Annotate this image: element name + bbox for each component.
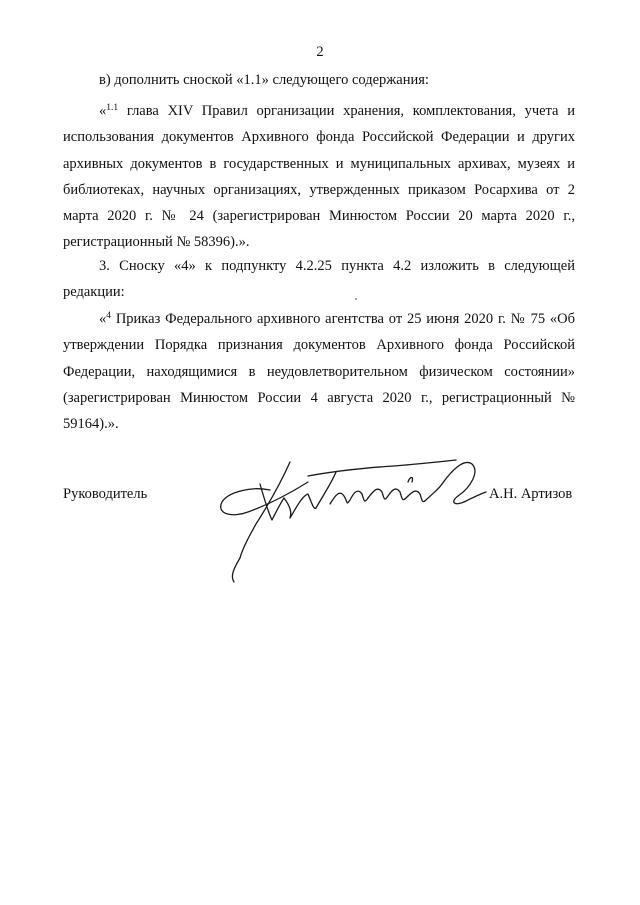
page-number: 2 bbox=[316, 44, 324, 60]
footnote-text: Приказ Федерального архивного агентства от 25 июня 2020 г. № 75 «Об утверждении Порядка признания документов Архивного фонда Российской Федерации, находящимися в неудовлетворительном физическом состоянии» (зарегистрирован Минюстом России 4 августа 2020 г., регистрационный № 59164).». bbox=[63, 311, 575, 433]
footnote-text: глава XIV Правил организации хранения, комплектования, учета и использования документов Архивного фонда Российской Федерации и других архивных документов в государственных и муниципальных архивах, музеях и библиотеках, научных организациях, утвержденных приказом Росархива от 2 марта 2020 г. № 24 (зарегистрирован Минюстом России 20 марта 2020 г., регистрационный № 58396).». bbox=[63, 103, 575, 251]
footnote-1-1-paragraph bbox=[63, 98, 575, 256]
open-quote: « bbox=[99, 103, 107, 119]
open-quote: « bbox=[99, 311, 107, 327]
item-b-intro: в) дополнить сноской «1.1» следующего содержания: bbox=[99, 72, 429, 88]
footnote-marker: 1.1 bbox=[106, 103, 119, 113]
scan-speck bbox=[355, 298, 357, 300]
footnote-marker: 4 bbox=[106, 311, 111, 321]
signatory-position: Руководитель bbox=[63, 486, 148, 502]
footnote-4-paragraph bbox=[63, 306, 575, 437]
signatory-name: А.Н. Артизов bbox=[489, 486, 573, 502]
item-3-intro: 3. Сноску «4» к подпункту 4.2.25 пункта 4.2 изложить в следующей редакции: bbox=[63, 258, 575, 301]
handwritten-signature bbox=[212, 446, 492, 596]
